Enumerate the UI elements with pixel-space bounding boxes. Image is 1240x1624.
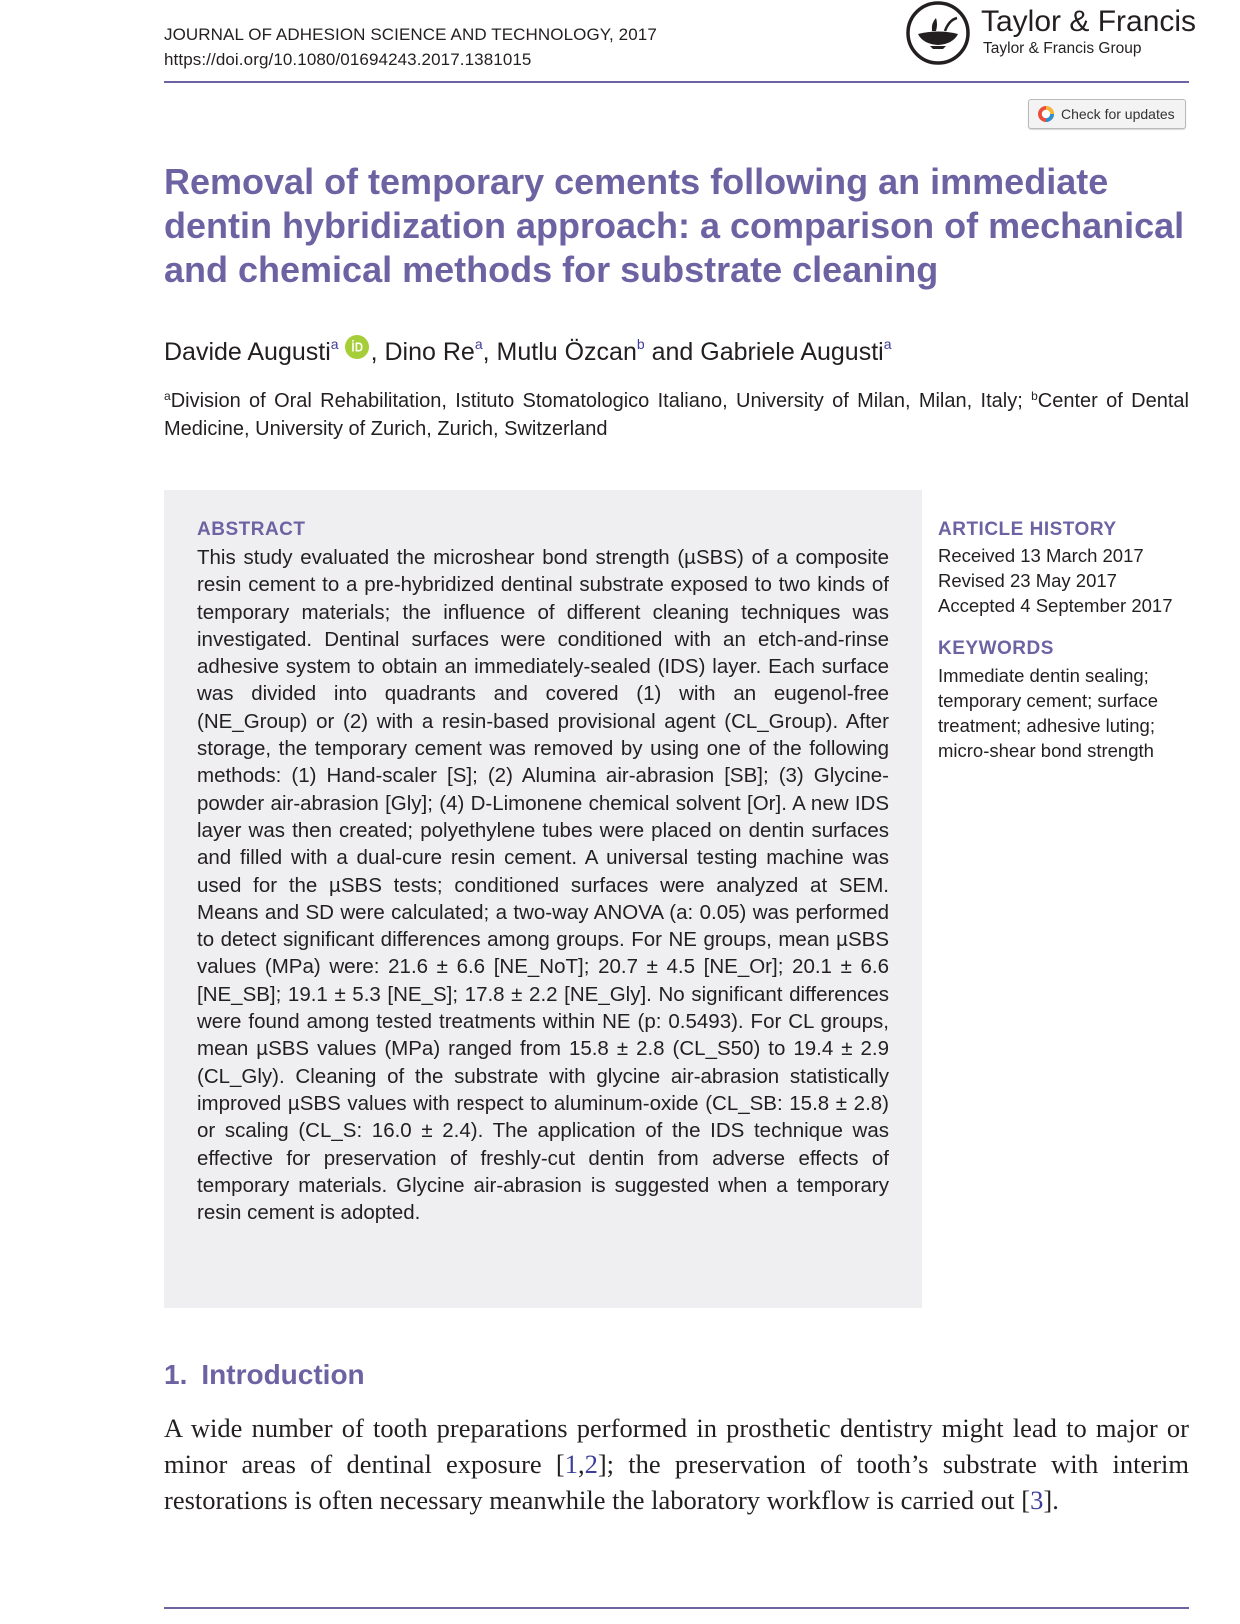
- header-divider: [164, 81, 1189, 83]
- check-for-updates-button[interactable]: [1028, 99, 1186, 129]
- paper-title: Removal of temporary cements following an immediate dentin hybridization approach: a comparison of mechanical and chemical methods for substrate cleaning: [164, 161, 1185, 290]
- section-title: Introduction: [201, 1359, 365, 1390]
- paragraph-text: A wide number of tooth preparations performed in prosthetic dentistry might lead to major or minor areas of dentinal exposure [: [164, 1413, 1189, 1479]
- affiliation-marker: b: [1031, 389, 1038, 403]
- abstract-text: This study evaluated the microshear bond strength (µSBS) of a composite resin cement to a pre-hybridized dentinal substrate exposed to two kinds of temporary materials; the influence of different cleaning techniques was investigated. Dentinal surfaces were conditioned with an etch-and-rinse adhesive system to obtain an immediately-sealed (IDS) layer. Each surface was divided into quadrants and covered (1) with an eugenol-free (NE_Group) or (2) with a resin-based provisional agent (CL_Group). After storage, the temporary cement was removed by using one of the following methods: (1) Hand-scaler [S]; (2) Alumina air-abrasion [SB]; (3) Glycine-powder air-abrasion [Gly]; (4) D-Limonene chemical solvent [Or]. A new IDS layer was then created; polyethylene tubes were placed on dentin surfaces and filled with a dual-cure resin cement. A universal testing machine was used for the µSBS tests; conditioned surfaces were analyzed at SEM. Means and SD were calculated; a two-way ANOVA (a: 0.05) was performed to detect significant differences among groups. For NE groups, mean µSBS values (MPa) were: 21.6 ± 6.6 [NE_NoT]; 20.7 ± 4.5 [NE_Or]; 20.1 ± 6.6 [NE_SB]; 19.1 ± 5.3 [NE_S]; 17.8 ± 2.2 [NE_Gly]. No significant differences were found among tested treatments within NE (p: 0.5493). For CL groups, mean µSBS values (MPa) ranged from 15.8 ± 2.8 (CL_S50) to 19.4 ± 2.9 (CL_Gly). Cleaning of the substrate with glycine air-abrasion statistically improved µSBS values with respect to aluminum-oxide (CL_SB: 15.8 ± 2.8) or scaling (CL_S: 16.0 ± 2.4). The application of the IDS technique was effective for preservation of freshly-cut dentin from adverse effects of temporary materials. Glycine air-abrasion is suggested when a temporary resin cement is adopted.: [197, 546, 889, 1225]
- article-history-list: [938, 543, 1173, 618]
- author-list: [164, 327, 892, 369]
- accepted-date: Accepted 4 September 2017: [938, 595, 1173, 616]
- journal-name: JOURNAL OF ADHESION SCIENCE AND TECHNOLOGY, 2017: [164, 25, 657, 44]
- journal-header: [164, 22, 657, 72]
- affiliation-marker: a: [164, 389, 171, 403]
- received-date: Received 13 March 2017: [938, 545, 1144, 566]
- author-separator: ,: [370, 338, 385, 366]
- author-name[interactable]: Dino Re: [384, 338, 475, 366]
- revised-date: Revised 23 May 2017: [938, 570, 1117, 591]
- doi-link[interactable]: https://doi.org/10.1080/01694243.2017.1381015: [164, 50, 532, 69]
- oil-lamp-logo-icon: [905, 0, 971, 66]
- author-name[interactable]: Mutlu Özcan: [496, 338, 637, 366]
- publisher-logo: [905, 0, 1195, 72]
- author-separator: and: [644, 338, 701, 366]
- paragraph-text: ,: [577, 1449, 585, 1479]
- introduction-paragraph: [164, 1410, 1189, 1518]
- author-affiliation-marker: a: [330, 336, 339, 352]
- abstract-heading: ABSTRACT: [197, 519, 306, 540]
- citation-link[interactable]: 2: [584, 1449, 598, 1479]
- author-affiliation-marker: a: [474, 336, 483, 352]
- check-for-updates-label: Check for updates: [1061, 106, 1175, 122]
- publisher-group: Taylor & Francis Group: [983, 40, 1142, 57]
- author-affiliation-marker: a: [883, 336, 892, 352]
- article-history-heading: ARTICLE HISTORY: [938, 519, 1117, 540]
- affiliation-text: Division of Oral Rehabilitation, Istituto Stomatologico Italiano, University of Milan, Milan, Italy;: [170, 390, 1032, 412]
- keywords-text: Immediate dentin sealing; temporary cement; surface treatment; adhesive luting; micro-shear bond strength: [938, 665, 1159, 761]
- citation-link[interactable]: 1: [564, 1449, 578, 1479]
- paragraph-text: ]; the preservation of tooth’s substrate with interim restorations is often necessary meanwhile the laboratory workflow is carried out [: [164, 1449, 1189, 1515]
- footer-divider: [164, 1607, 1189, 1609]
- affiliations: [164, 382, 1189, 443]
- paragraph-text: ].: [1043, 1485, 1059, 1515]
- affiliation-text: Center of Dental Medicine, University of Zurich, Zurich, Switzerland: [164, 390, 1189, 440]
- author-separator: ,: [482, 338, 497, 366]
- section-number: 1.: [164, 1359, 188, 1390]
- orcid-icon[interactable]: [345, 335, 369, 359]
- introduction-heading: [164, 1358, 365, 1392]
- citation-link[interactable]: 3: [1030, 1485, 1044, 1515]
- author-name[interactable]: Gabriele Augusti: [700, 338, 884, 366]
- author-name[interactable]: Davide Augusti: [164, 338, 331, 366]
- publisher-name: Taylor & Francis: [981, 5, 1197, 38]
- keywords-heading: KEYWORDS: [938, 638, 1054, 659]
- author-affiliation-marker: b: [636, 336, 645, 352]
- crossmark-icon: [1037, 105, 1055, 123]
